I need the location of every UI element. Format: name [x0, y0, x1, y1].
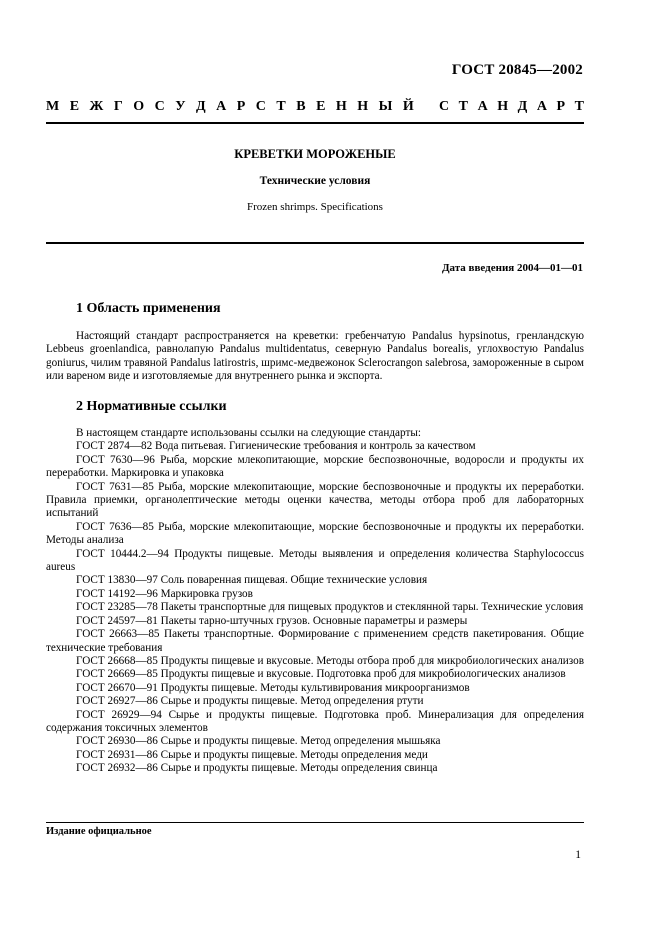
top-rule	[46, 122, 584, 124]
gost-code: ГОСТ 20845—2002	[451, 62, 583, 78]
footer-rule	[46, 822, 584, 823]
reference-item: ГОСТ 26668—85 Продукты пищевые и вкусовые. Методы отбора проб для микробиологических анализов	[76, 654, 585, 667]
document-english-title: Frozen shrimps. Specifications	[247, 201, 383, 213]
reference-item: ГОСТ 26931—86 Сырье и продукты пищевые. Методы определения меди	[76, 748, 428, 761]
title-rule	[46, 242, 584, 244]
standard-banner	[46, 99, 584, 115]
reference-item: ГОСТ 10444.2—94 Продукты пищевые. Методы выявления и определения количества Staphylococcus aureus	[46, 547, 584, 574]
reference-item: ГОСТ 13830—97 Соль поваренная пищевая. Общие технические условия	[76, 574, 428, 587]
banner-word-standard: С Т А Н Д А Р Т	[439, 99, 584, 114]
reference-item: ГОСТ 23285—78 Пакеты транспортные для пищевых продуктов и стеклянной тары. Технические условия	[76, 601, 584, 614]
reference-item: ГОСТ 26932—86 Сырье и продукты пищевые. Методы определения свинца	[76, 762, 438, 775]
reference-item: ГОСТ 26663—85 Пакеты транспортные. Формирование с применением средств пакетирования. Общие технические требования	[46, 628, 584, 654]
reference-item: ГОСТ 26669—85 Продукты пищевые и вкусовые. Подготовка проб для микробиологических анализов	[76, 668, 566, 681]
reference-item: ГОСТ 7631—85 Рыба, морские млекопитающие, морские беспозвоночные и продукты их переработки. Правила приемки, органолептические методы оценки качества, методы отбора проб для лабораторных испытаний	[46, 480, 584, 520]
reference-item: ГОСТ 14192—96 Маркировка грузов	[76, 587, 253, 600]
document-title: КРЕВЕТКИ МОРОЖЕНЫЕ	[234, 147, 396, 161]
reference-intro: В настоящем стандарте использованы ссылки на следующие стандарты:	[76, 427, 421, 439]
page-number: 1	[575, 849, 581, 861]
section-1-body: Настоящий стандарт распространяется на креветки: гребенчатую Pandalus hypsinotus, гренландскую Lebbeus groenlandica, равнолапую Pandalus multidentatus, северную Pandalus borealis, углохвостую Pandalus goniurus, чилим травяной Pandalus latirostris, шримс-медвежонок Sclerocrangon salebrosa, замороженные в сыром или вареном виде и изготовляемые для внутреннего рынка и экспорта.	[46, 330, 584, 383]
reference-item: ГОСТ 7636—85 Рыба, морские млекопитающие, морские беспозвоночные и продукты их переработки. Методы анализа	[46, 520, 584, 547]
section-2-heading: 2 Нормативные ссылки	[76, 399, 227, 414]
reference-item: ГОСТ 24597—81 Пакеты тарно-штучных грузов. Основные параметры и размеры	[76, 614, 468, 627]
official-edition-label: Издание официальное	[46, 826, 152, 837]
section-1-heading: 1 Область применения	[76, 301, 221, 316]
introduction-date: Дата введения 2004—01—01	[441, 262, 583, 274]
reference-item: ГОСТ 7630—96 Рыба, морские млекопитающие, морские беспозвоночные, водоросли и продукты их переработки. Маркировка и упаковка	[46, 453, 584, 480]
banner-word-interstate: М Е Ж Г О С У Д А Р С Т В Е Н Н Ы Й	[46, 99, 414, 114]
reference-item: ГОСТ 26670—91 Продукты пищевые. Методы культивирования микроорганизмов	[76, 681, 470, 694]
reference-item: ГОСТ 26929—94 Сырье и продукты пищевые. Подготовка проб. Минерализация для определения содержания токсичных элементов	[46, 708, 584, 734]
document-subtitle: Технические условия	[259, 175, 371, 187]
reference-item: ГОСТ 26927—86 Сырье и продукты пищевые. Метод определения ртути	[76, 695, 424, 708]
reference-item: ГОСТ 26930—86 Сырье и продукты пищевые. Метод определения мышьяка	[76, 735, 441, 748]
reference-item: ГОСТ 2874—82 Вода питьевая. Гигиенические требования и контроль за качеством	[76, 440, 476, 453]
normative-references-list	[46, 427, 584, 776]
